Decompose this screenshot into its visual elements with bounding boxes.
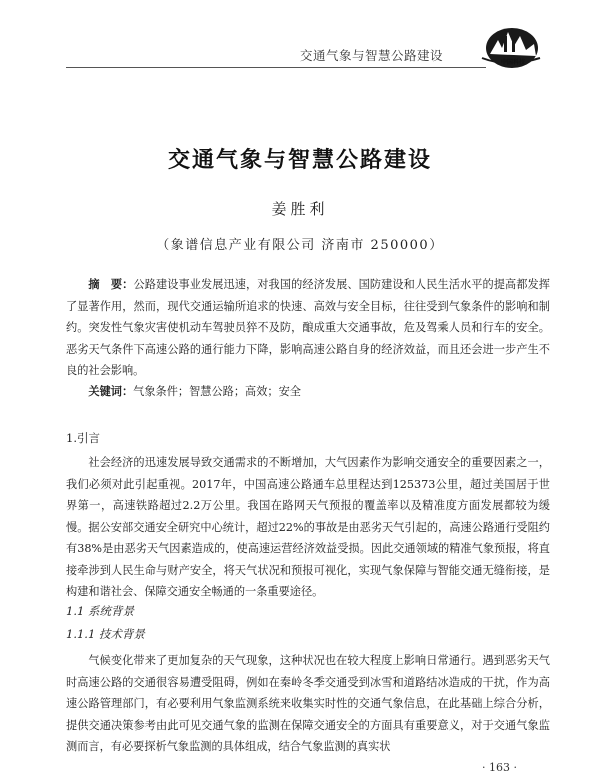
subsection-heading-system-background: 1.1 系统背景 xyxy=(66,604,134,618)
introduction-paragraph: 社会经济的迅速发展导致交通需求的不断增加，大气因素作为影响交通安全的重要因素之一，我们必须对此引起重视。2017年，中国高速公路通车总里程达到125373公里，超过美国居于世界第一，高速铁路超过2.2万公里。我国在路网天气预报的覆盖率以及精准度方面发展都较为缓慢。据公安部交通安全研究中心统计，超过22%的事故是由恶劣天气引起的，高速公路通行受阻约有38%是由恶劣天气因素造成的，使高速运营经济效益受损。因此交通领域的精准气象预报，将直接牵涉到人民生命与财产安全，将天气状况和预报可视化，实现气象保障与智能交通无缝衔接，是构建和谐社会、保障交通安全畅通的一条重要途径。 xyxy=(66,456,550,598)
logo-text: 中国科技 xyxy=(500,59,525,66)
running-header: 交通气象与智慧公路建设 xyxy=(300,48,444,63)
header-rule xyxy=(66,67,486,68)
subsection-heading-technical-background: 1.1.1 技术背景 xyxy=(66,627,145,641)
technical-background-paragraph: 气候变化带来了更加复杂的天气现象，这种状况也在较大程度上影响日常通行。遇到恶劣天气时高速公路的交通很容易遭受阻碍，例如在秦岭冬季交通受到冰雪和道路结冰造成的干扰，作为高速公路管理部门，有必要利用气象监测系统来收集实时性的交通气象信息，在此基础上综合分析，提供交通决策参考由此可见交通气象的监测在保障交通安全的方面具有重要意义，对于交通气象监测而言，有必要探析气象监测的具体组成，结合气象监测的真实状 xyxy=(66,654,550,753)
author-affiliation: （象谱信息产业有限公司 济南市 250000） xyxy=(156,238,444,253)
section-heading-introduction: 1.引言 xyxy=(66,431,100,445)
author-name: 姜胜利 xyxy=(271,200,329,218)
abstract xyxy=(66,274,550,382)
abstract-text: 公路建设事业发展迅速，对我国的经济发展、国防建设和人民生活水平的提高都发挥了显著作用，然而，现代交通运输所追求的快速、高效与安全目标，往往受到气象条件的影响和制约。突发性气象灾害使机动车驾驶员猝不及防，酿成重大交通事故，危及驾乘人员和行车的安全。恶劣天气条件下高速公路的通行能力下降，影响高速公路自身的经济效益，而且还会进一步产生不良的社会影响。 xyxy=(66,278,550,377)
abstract-label: 摘 要： xyxy=(88,277,134,291)
keywords-label: 关键词： xyxy=(88,384,134,398)
paper-title: 交通气象与智慧公路建设 xyxy=(167,147,432,173)
keywords-text: 气象条件；智慧公路；高效；安全 xyxy=(133,385,301,398)
page-number: · 163 · xyxy=(482,761,517,774)
journal-logo-icon xyxy=(478,18,542,76)
keywords xyxy=(66,381,550,403)
